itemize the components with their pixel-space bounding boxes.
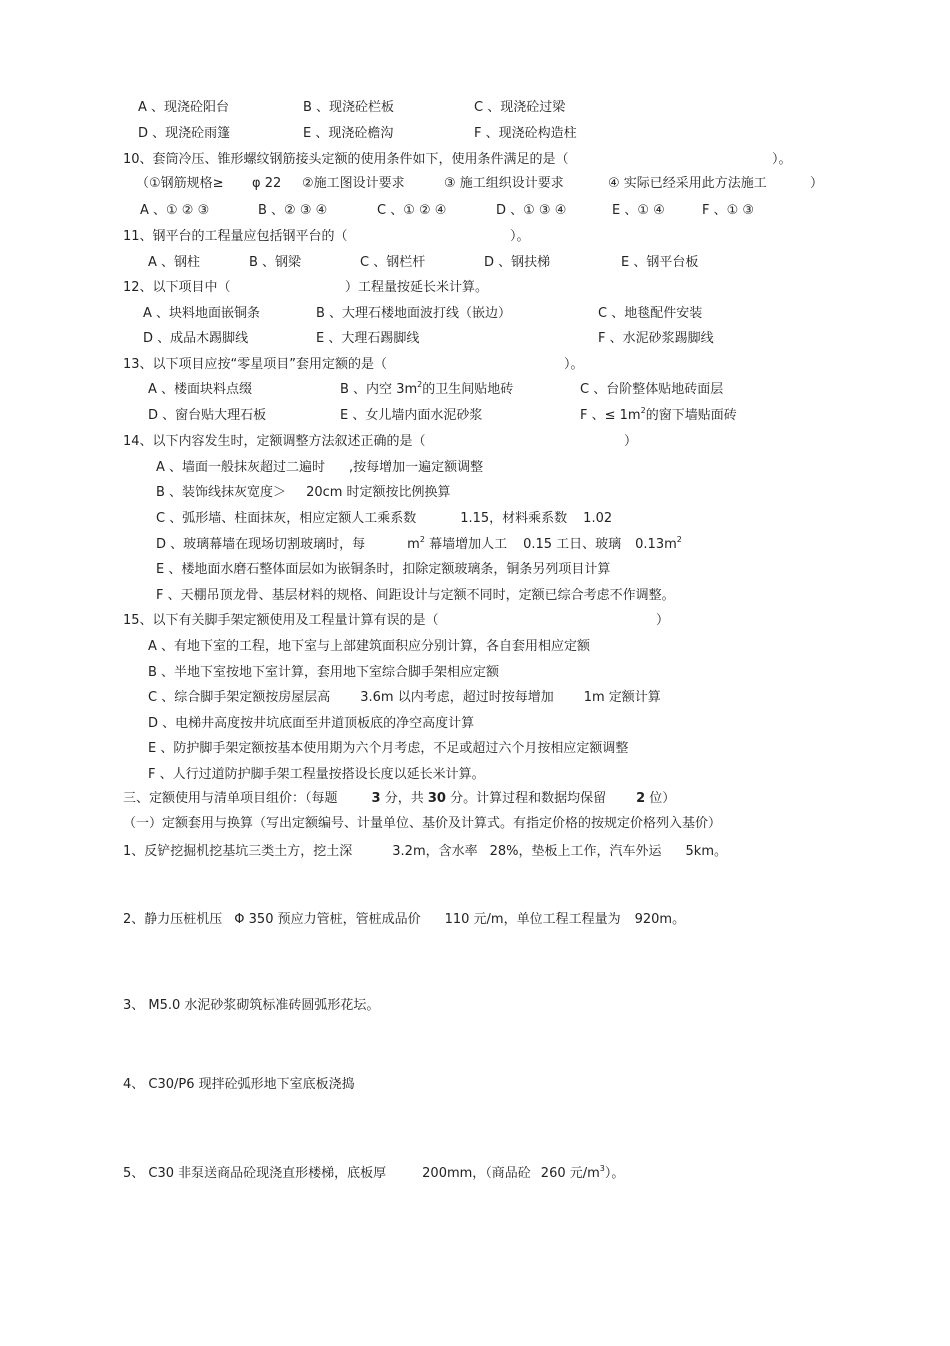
q12-option-b: B 、大理石楼地面波打线（嵌边）	[316, 306, 512, 321]
problem-5: 5、 C30 非泵送商品砼现浇直形楼梯，底板厚 200mm，（商品砼 260 元$/m^3$）。	[123, 1164, 625, 1181]
q10-option-e: E 、① ④	[612, 203, 665, 218]
q9-option-f: F 、现浇砼构造柱	[474, 126, 577, 141]
q13-option-e: E 、女儿墙内面水泥砂浆	[340, 408, 483, 423]
q10-option-a: A 、① ② ③	[140, 203, 210, 218]
q15-option-d: D 、电梯井高度按井坑底面至井道顶板底的净空高度计算	[148, 716, 475, 731]
problem-3: 3、 M5.0 水泥砂浆砌筑标准砖圆弧形花坛。	[123, 998, 380, 1013]
q10-option-d: D 、① ③ ④	[496, 203, 567, 218]
q10-cond-end: ）	[810, 176, 824, 191]
q14-stem: 14、以下内容发生时，定额调整方法叙述正确的是（	[123, 434, 426, 449]
q10-cond-2: ②施工图设计要求	[302, 176, 405, 191]
q12-option-e: E 、大理石踢脚线	[316, 331, 420, 346]
q15-option-a: A 、有地下室的工程，地下室与上部建筑面积应分别计算，各自套用相应定额	[148, 639, 591, 654]
q13-option-f: F 、≤ $1m^2$的窗下墙贴面砖	[580, 406, 737, 423]
q10-stem: 10、套筒冷压、锥形螺纹钢筋接头定额的使用条件如下，使用条件满足的是（	[123, 152, 569, 167]
q10-cond-4: ④ 实际已经采用此方法施工	[608, 176, 767, 191]
q14-option-b: B 、装饰线抹灰宽度＞ 20cm 时定额按比例换算	[156, 485, 451, 500]
q11-option-e: E 、钢平台板	[621, 255, 699, 270]
q14-option-f: F 、天棚吊顶龙骨、基层材料的规格、间距设计与定额不同时，定额已综合考虑不作调整。	[156, 588, 675, 603]
q9-option-e: E 、现浇砼檐沟	[303, 126, 394, 141]
q15-option-b: B 、半地下室按地下室计算，套用地下室综合脚手架相应定额	[148, 665, 500, 680]
q11-stem-end: ）。	[510, 229, 530, 244]
q10-option-f: F 、① ③	[702, 203, 755, 218]
q10-cond-1: （①钢筋规格≥	[136, 176, 224, 191]
q13-option-d: D 、窗台贴大理石板	[148, 408, 267, 423]
q10-option-c: C 、① ② ④	[377, 203, 447, 218]
q14-option-e: E 、楼地面水磨石整体面层如为嵌铜条时，扣除定额玻璃条，铜条另列项目计算	[156, 562, 611, 577]
q13-option-b: B 、内空 $3m^2$的卫生间贴地砖	[340, 380, 514, 397]
q15-stem-end: ）	[656, 613, 670, 628]
q11-option-d: D 、钢扶梯	[484, 255, 551, 270]
q9-option-c: C 、现浇砼过梁	[474, 100, 566, 115]
section-3-title: 三、定额使用与清单项目组价：（每题 3 分，共 30 分。计算过程和数据均保留 2 位）	[123, 791, 676, 806]
q12-stem-end: ）工程量按延长米计算。	[345, 280, 489, 295]
q11-stem: 11、钢平台的工程量应包括钢平台的（	[123, 229, 348, 244]
q15-option-e: E 、防护脚手架定额按基本使用期为六个月考虑，不足或超过六个月按相应定额调整	[148, 741, 629, 756]
q14-option-c: C 、弧形墙、柱面抹灰，相应定额人工乘系数 1.15，材料乘系数 1.02	[156, 511, 613, 526]
q14-option-d: D 、玻璃幕墙在现场切割玻璃时，每 $m^2$ 幕墙增加人工 0.15 工日、玻璃 $0.13m^2$	[156, 535, 682, 552]
q14-stem-end: ）	[624, 434, 638, 449]
q9-option-d: D 、现浇砼雨篷	[138, 126, 231, 141]
q10-stem-end: ）。	[772, 152, 792, 167]
q12-option-f: F 、水泥砂浆踢脚线	[598, 331, 714, 346]
q14-option-a: A 、墙面一般抹灰超过二遍时 ,按每增加一遍定额调整	[156, 460, 484, 475]
q12-stem: 12、以下项目中（	[123, 280, 231, 295]
q11-option-b: B 、钢梁	[249, 255, 302, 270]
q10-option-b: B 、② ③ ④	[258, 203, 328, 218]
problem-4: 4、 C30/P6 现拌砼弧形地下室底板浇捣	[123, 1077, 355, 1092]
problem-2: 2、静力压桩机压 Φ 350 预应力管桩，管桩成品价 110 元/m，单位工程工程量为 920m。	[123, 912, 686, 927]
q13-stem: 13、以下项目应按“零星项目”套用定额的是（	[123, 357, 388, 372]
q13-option-a: A 、楼面块料点缀	[148, 382, 253, 397]
q13-option-c: C 、台阶整体贴地砖面层	[580, 382, 724, 397]
q15-option-c: C 、综合脚手架定额按房屋层高 3.6m 以内考虑，超过时按每增加 1m 定额计算	[148, 690, 661, 705]
q11-option-c: C 、钢栏杆	[360, 255, 426, 270]
q12-option-d: D 、成品木踢脚线	[143, 331, 249, 346]
q13-stem-end: ）。	[564, 357, 584, 372]
q15-stem: 15、以下有关脚手架定额使用及工程量计算有误的是（	[123, 613, 439, 628]
q11-option-a: A 、钢柱	[148, 255, 201, 270]
section-3-subtitle: （一）定额套用与换算（写出定额编号、计量单位、基价及计算式。有指定价格的按规定价格列入基价）	[123, 816, 722, 831]
q9-option-a: A 、现浇砼阳台	[138, 100, 230, 115]
q12-option-c: C 、地毯配件安装	[598, 306, 703, 321]
q12-option-a: A 、块料地面嵌铜条	[143, 306, 261, 321]
problem-1: 1、反铲挖掘机挖基坑三类土方，挖土深 3.2m，含水率 28%，垫板上工作，汽车外运 5km。	[123, 844, 727, 859]
q9-option-b: B 、现浇砼栏板	[303, 100, 395, 115]
q10-cond-3: ③ 施工组织设计要求	[444, 176, 564, 191]
q15-option-f: F 、人行过道防护脚手架工程量按搭设长度以延长米计算。	[148, 767, 485, 782]
q10-cond-1-value: φ 22	[252, 176, 282, 191]
